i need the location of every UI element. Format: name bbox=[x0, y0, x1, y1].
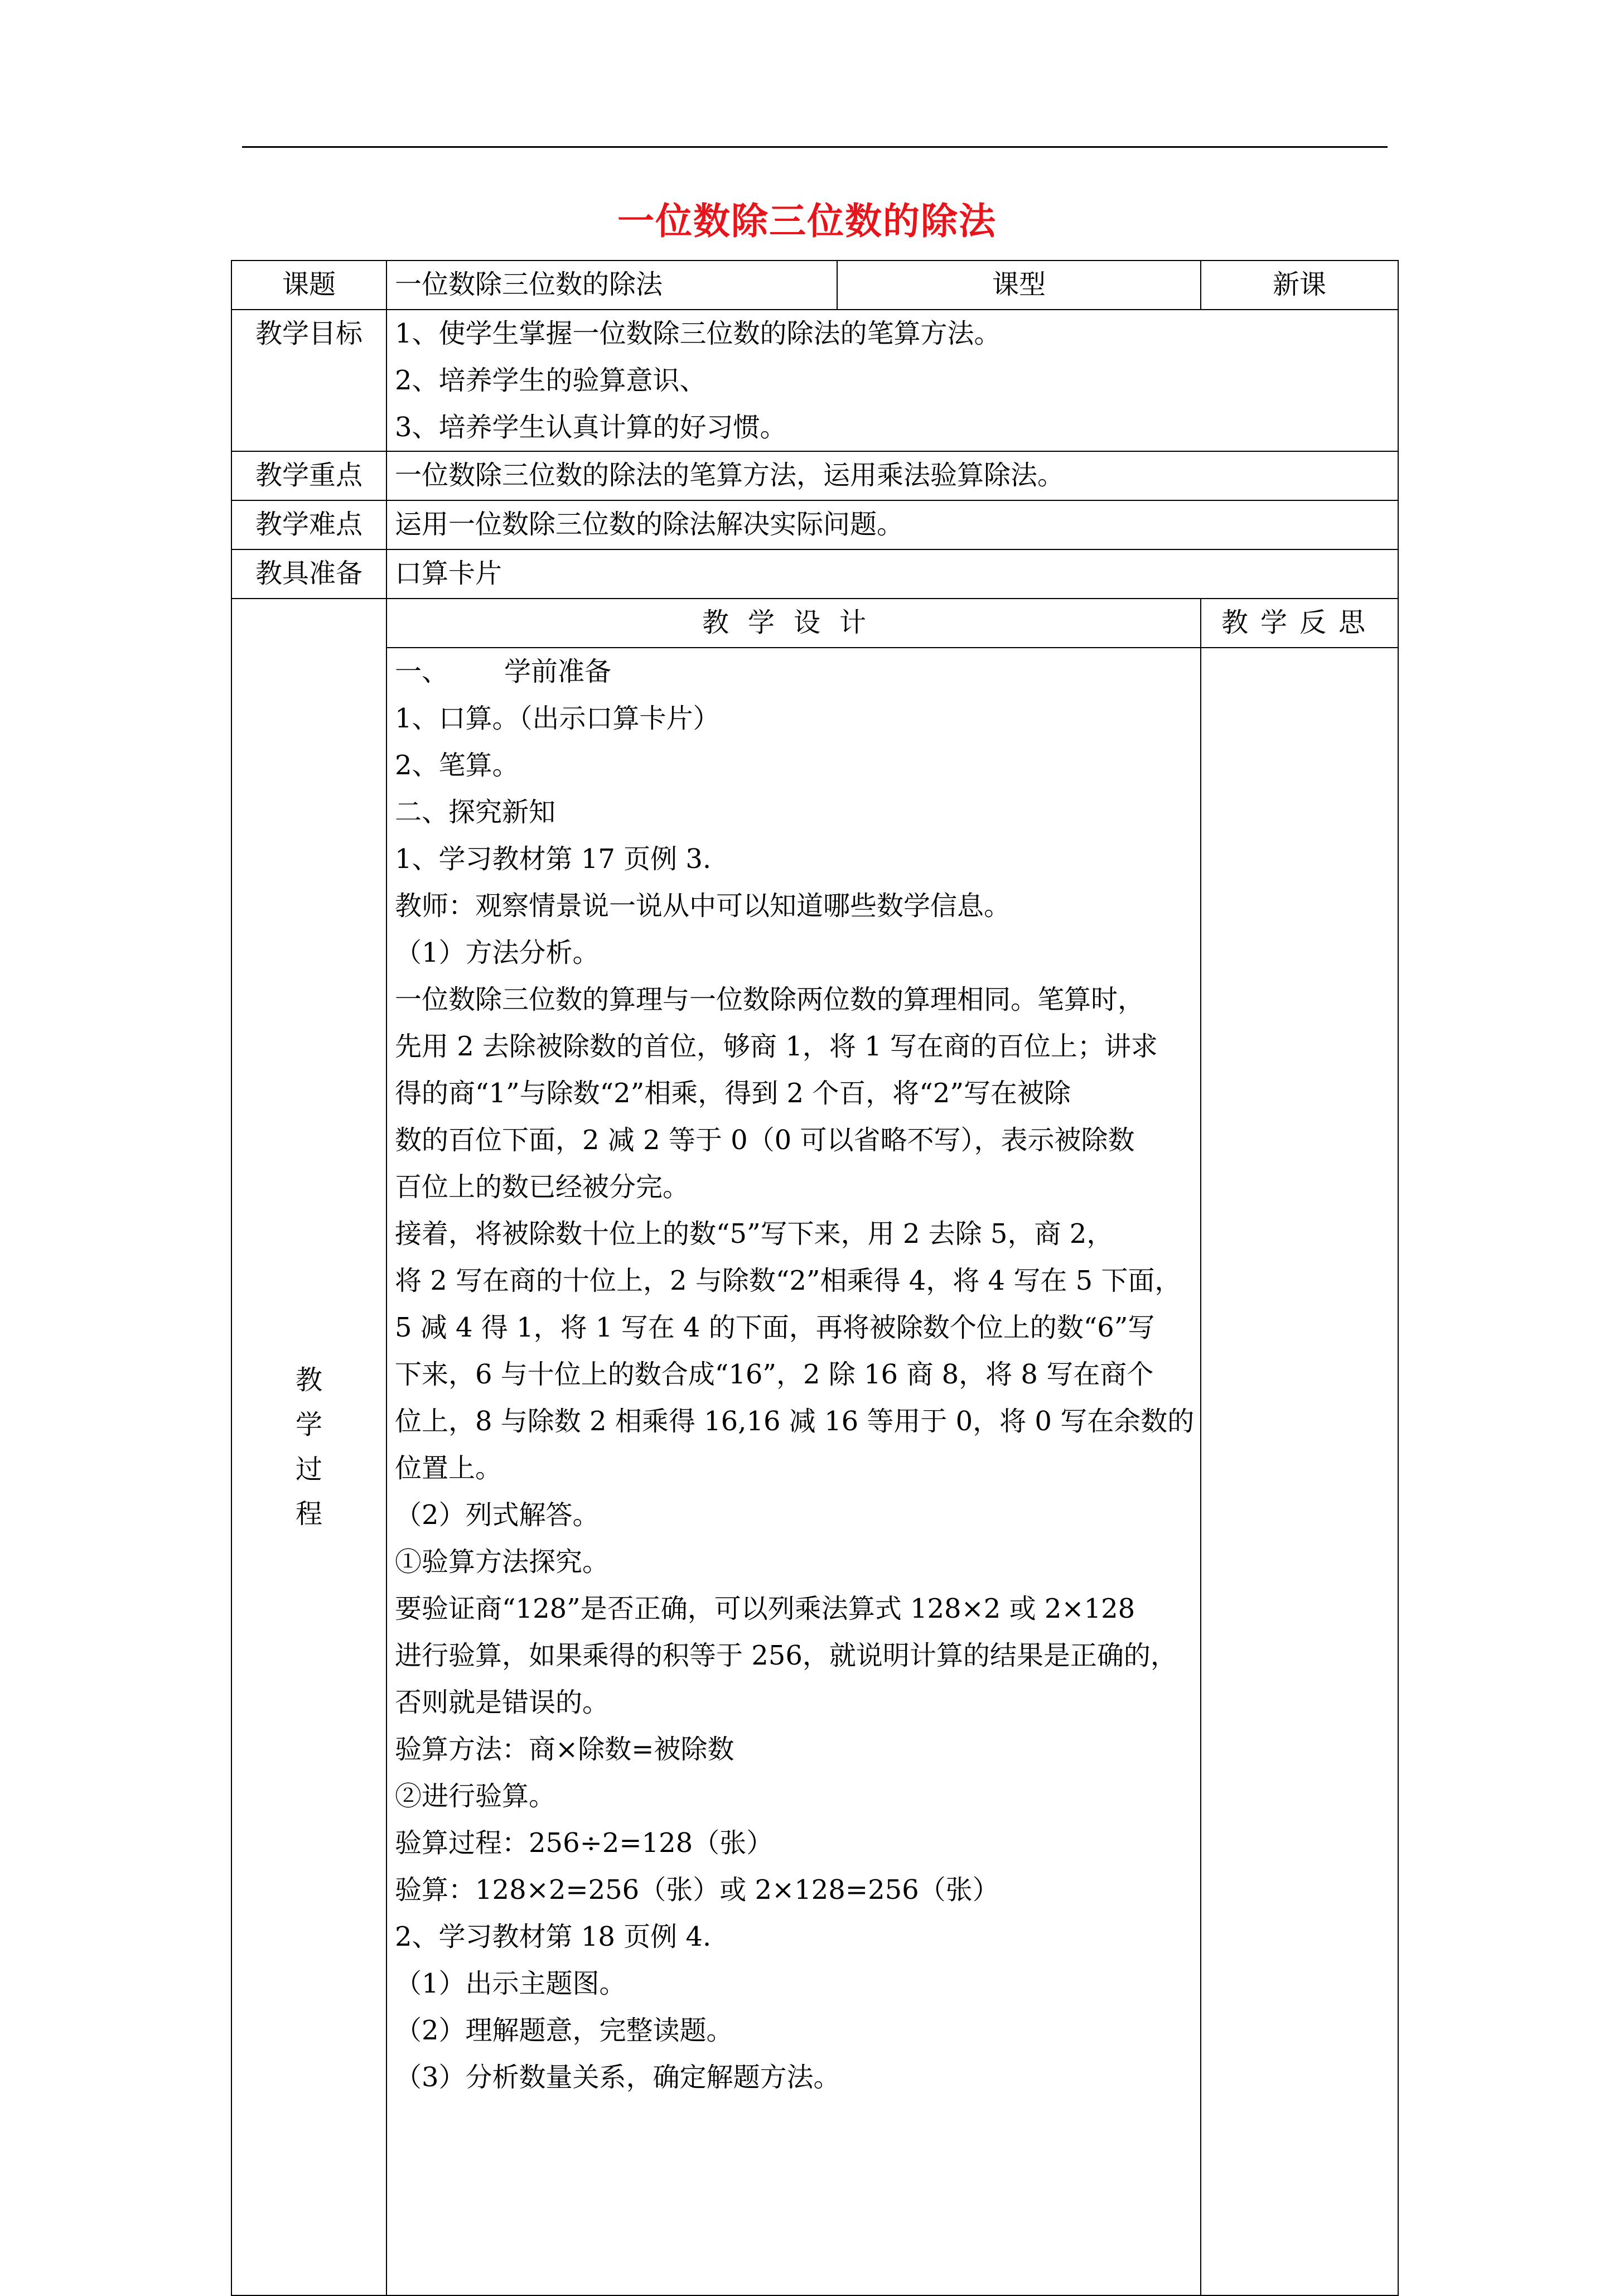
goal-item: 1、使学生掌握一位数除三位数的除法的笔算方法。 bbox=[395, 318, 1001, 349]
process-content bbox=[386, 648, 1201, 2295]
document-title: 一位数除三位数的除法 bbox=[617, 199, 997, 243]
paragraph-line: 位置上。 bbox=[395, 1453, 502, 1484]
process-line: （1）方法分析。 bbox=[395, 937, 600, 968]
row-goals bbox=[231, 310, 1398, 451]
header-rule bbox=[242, 146, 1388, 148]
process-line: 2、学习教材第 18 页例 4. bbox=[395, 1921, 712, 1952]
paragraph-line: 下来，6 与十位上的数合成“16”，2 除 16 商 8，将 8 写在商个 bbox=[395, 1359, 1154, 1390]
section-title: 学前准备 bbox=[504, 656, 612, 687]
paragraph-line: 进行验算，如果乘得的积等于 256，就说明计算的结果是正确的， bbox=[395, 1640, 1177, 1671]
paragraph-line: 位上，8 与除数 2 相乘得 16,16 减 16 等用于 0，将 0 写在余数的 bbox=[395, 1406, 1195, 1437]
process-label-char: 过 bbox=[295, 1454, 322, 1485]
difficulty-value: 运用一位数除三位数的除法解决实际问题。 bbox=[386, 500, 1398, 549]
lesson-type-label: 课型 bbox=[837, 261, 1201, 310]
row-design-header bbox=[231, 599, 1398, 648]
goal-item: 2、培养学生的验算意识、 bbox=[395, 365, 707, 396]
process-line: ①验算方法探究。 bbox=[395, 1546, 610, 1578]
process-label-char: 程 bbox=[295, 1498, 322, 1530]
topic-value: 一位数除三位数的除法 bbox=[386, 261, 837, 310]
row-difficulty bbox=[231, 500, 1398, 549]
process-line: 二、探究新知 bbox=[395, 797, 556, 828]
process-line: （1）出示主题图。 bbox=[395, 1968, 626, 1999]
process-line: 教师：观察情景说一说从中可以知道哪些数学信息。 bbox=[395, 890, 1011, 922]
reflection-content bbox=[1201, 648, 1398, 2295]
row-topic bbox=[231, 261, 1398, 310]
row-tools bbox=[231, 549, 1398, 599]
process-label-char: 学 bbox=[295, 1409, 322, 1440]
design-header: 教学设计 bbox=[386, 599, 1201, 648]
process-line: （2）理解题意，完整读题。 bbox=[395, 2015, 733, 2046]
process-line: 验算过程：256÷2=128（张） bbox=[395, 1827, 774, 1859]
row-key-point bbox=[231, 451, 1398, 500]
key-point-value: 一位数除三位数的除法的笔算方法，运用乘法验算除法。 bbox=[386, 451, 1398, 500]
process-line: （3）分析数量关系，确定解题方法。 bbox=[395, 2062, 840, 2093]
paragraph-line: 先用 2 去除被除数的首位，够商 1，将 1 写在商的百位上；讲求 bbox=[395, 1031, 1158, 1062]
paragraph-line: 百位上的数已经被分完。 bbox=[395, 1171, 690, 1203]
reflection-header: 教学反思 bbox=[1201, 599, 1398, 648]
paragraph-line: 接着，将被除数十位上的数“5”写下来，用 2 去除 5，商 2， bbox=[395, 1218, 1114, 1250]
process-line: ②进行验算。 bbox=[395, 1781, 556, 1812]
process-line: 1、学习教材第 17 页例 3. bbox=[395, 843, 712, 875]
process-line: 验算：128×2=256（张）或 2×128=256（张） bbox=[395, 1874, 999, 1906]
goals-label: 教学目标 bbox=[231, 310, 386, 451]
process-label bbox=[231, 599, 386, 2295]
process-line: （2）列式解答。 bbox=[395, 1499, 600, 1531]
tools-value: 口算卡片 bbox=[386, 549, 1398, 599]
paragraph-line: 要验证商“128”是否正确，可以列乘法算式 128×2 或 2×128 bbox=[395, 1593, 1135, 1624]
process-line: 2、笔算。 bbox=[395, 750, 519, 781]
paragraph-line: 数的百位下面，2 减 2 等于 0（0 可以省略不写），表示被除数 bbox=[395, 1125, 1135, 1156]
topic-label: 课题 bbox=[231, 261, 386, 310]
goals-list bbox=[386, 310, 1398, 451]
lesson-plan-table bbox=[231, 260, 1399, 2296]
lesson-type-value: 新课 bbox=[1201, 261, 1398, 310]
paragraph-line: 5 减 4 得 1，将 1 写在 4 的下面，再将被除数个位上的数“6”写 bbox=[395, 1312, 1155, 1343]
row-process bbox=[231, 648, 1398, 2295]
process-line: 验算方法：商×除数=被除数 bbox=[395, 1734, 734, 1765]
difficulty-label: 教学难点 bbox=[231, 500, 386, 549]
paragraph-line: 将 2 写在商的十位上，2 与除数“2”相乘得 4，将 4 写在 5 下面， bbox=[395, 1265, 1182, 1296]
section-heading bbox=[395, 648, 1192, 695]
paragraph-line: 得的商“1”与除数“2”相乘，得到 2 个百，将“2”写在被除 bbox=[395, 1078, 1071, 1109]
goal-item: 3、培养学生认真计算的好习惯。 bbox=[395, 412, 787, 443]
key-point-label: 教学重点 bbox=[231, 451, 386, 500]
section-prefix: 一、 bbox=[395, 656, 449, 687]
paragraph-line: 一位数除三位数的算理与一位数除两位数的算理相同。笔算时， bbox=[395, 984, 1145, 1015]
process-line: 1、口算。（出示口算卡片） bbox=[395, 703, 720, 734]
paragraph-line: 否则就是错误的。 bbox=[395, 1687, 610, 1718]
process-label-char: 教 bbox=[295, 1364, 322, 1396]
tools-label: 教具准备 bbox=[231, 549, 386, 599]
